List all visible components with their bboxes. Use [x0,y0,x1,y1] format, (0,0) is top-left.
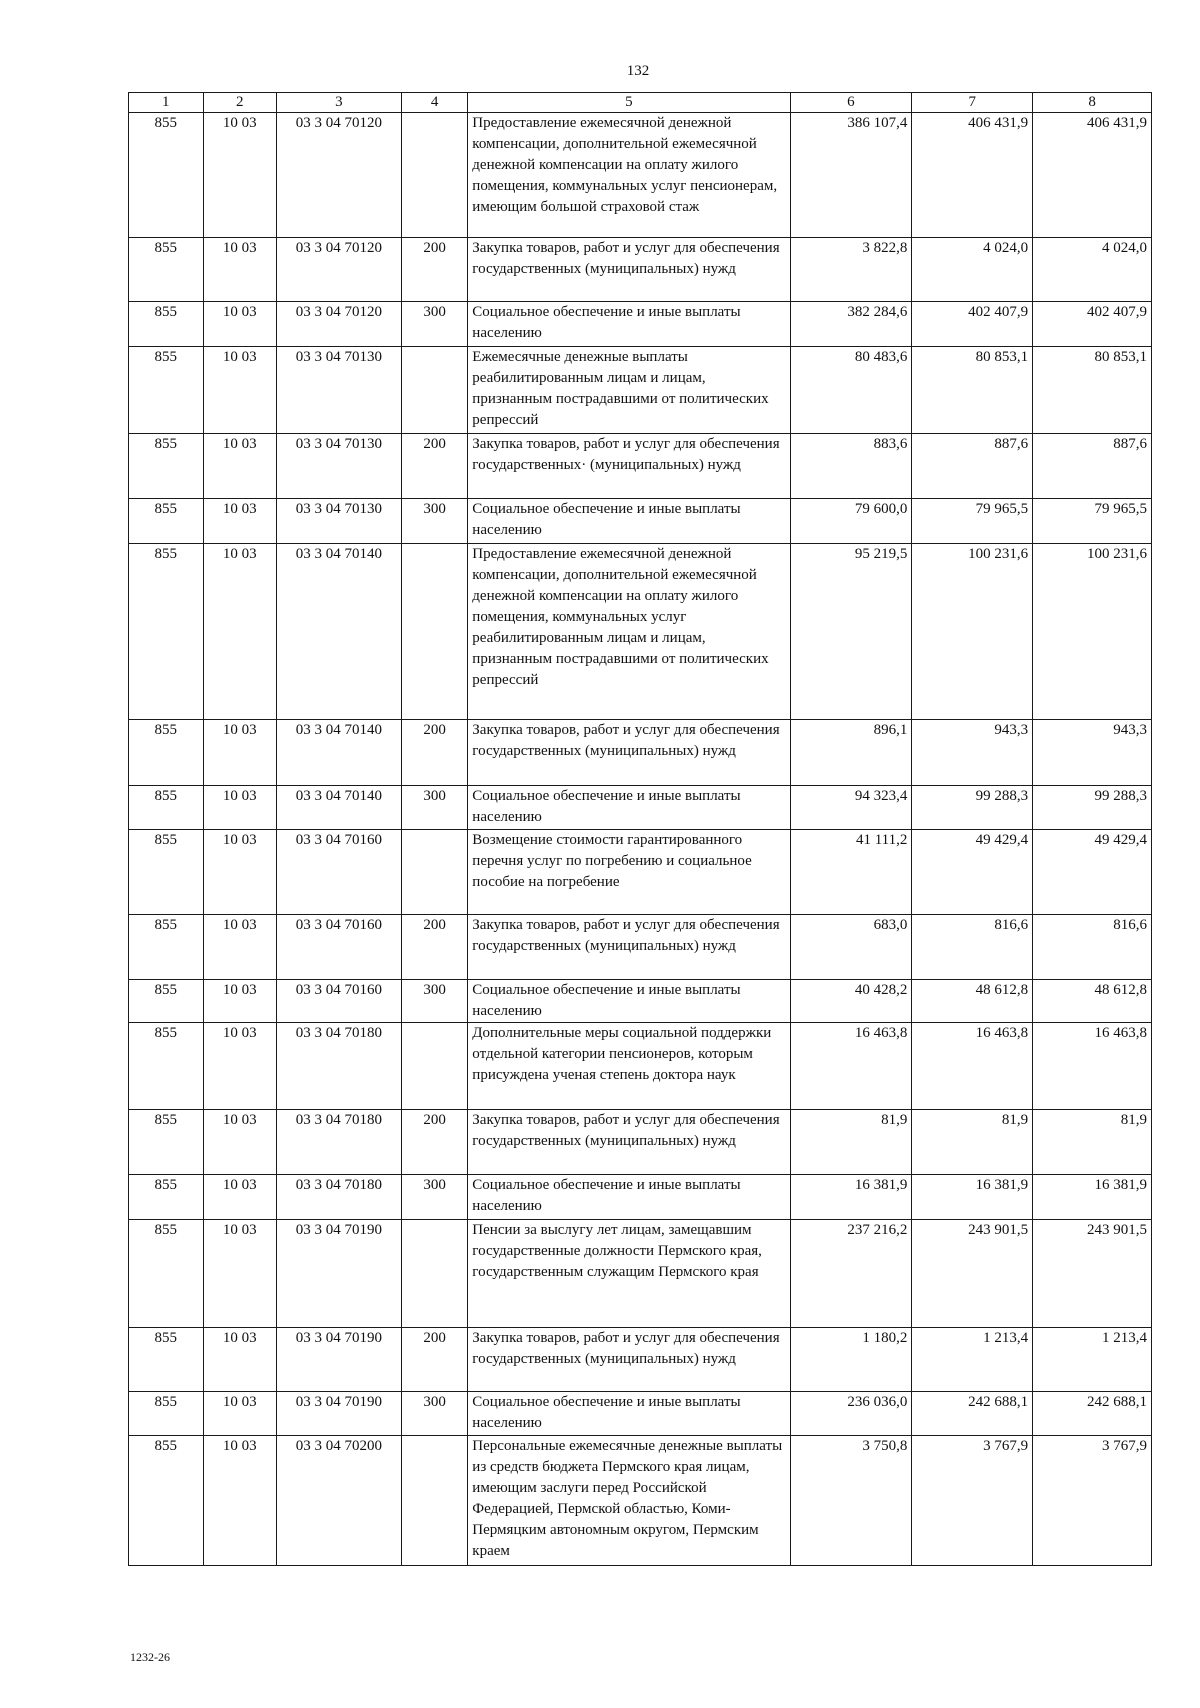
amount-cell: 40 428,2 [790,980,912,1023]
section-code-cell: 10 03 [203,1110,277,1175]
description-cell: Закупка товаров, работ и услуг для обеспечения государственных (муниципальных) нужд [468,238,790,302]
expense-type-cell: 300 [401,786,467,830]
admin-code-cell: 855 [129,1110,204,1175]
table-row [129,347,1152,434]
amount-cell: 49 429,4 [912,830,1033,915]
amount-cell: 16 381,9 [1033,1175,1152,1220]
admin-code-cell: 855 [129,347,204,434]
target-article-cell: 03 3 04 70140 [277,786,402,830]
table-row [129,434,1152,499]
amount-cell: 242 688,1 [1033,1392,1152,1436]
amount-cell: 80 853,1 [912,347,1033,434]
expense-type-cell [401,1220,467,1328]
amount-cell: 3 767,9 [1033,1436,1152,1566]
target-article-cell: 03 3 04 70130 [277,499,402,544]
amount-cell: 80 853,1 [1033,347,1152,434]
amount-cell: 242 688,1 [912,1392,1033,1436]
target-article-cell: 03 3 04 70200 [277,1436,402,1566]
expense-type-cell: 300 [401,499,467,544]
section-code-cell: 10 03 [203,347,277,434]
amount-cell: 816,6 [912,915,1033,980]
section-code-cell: 10 03 [203,1328,277,1392]
expense-type-cell [401,544,467,720]
table-row [129,786,1152,830]
admin-code-cell: 855 [129,434,204,499]
table-row [129,1175,1152,1220]
expense-type-cell: 200 [401,238,467,302]
table-row [129,302,1152,347]
section-code-cell: 10 03 [203,980,277,1023]
admin-code-cell: 855 [129,1436,204,1566]
budget-table [128,92,1152,1566]
table-row [129,544,1152,720]
amount-cell: 816,6 [1033,915,1152,980]
header-cell: 5 [468,93,790,113]
amount-cell: 883,6 [790,434,912,499]
expense-type-cell: 300 [401,980,467,1023]
amount-cell: 16 381,9 [912,1175,1033,1220]
table-row [129,113,1152,238]
amount-cell: 237 216,2 [790,1220,912,1328]
table-row [129,499,1152,544]
amount-cell: 243 901,5 [912,1220,1033,1328]
table-row [129,1392,1152,1436]
expense-type-cell: 200 [401,1110,467,1175]
table-row [129,830,1152,915]
header-cell: 3 [277,93,402,113]
section-code-cell: 10 03 [203,830,277,915]
amount-cell: 80 483,6 [790,347,912,434]
section-code-cell: 10 03 [203,720,277,786]
target-article-cell: 03 3 04 70180 [277,1175,402,1220]
amount-cell: 16 463,8 [790,1023,912,1110]
table-row [129,1110,1152,1175]
amount-cell: 99 288,3 [1033,786,1152,830]
amount-cell: 943,3 [1033,720,1152,786]
target-article-cell: 03 3 04 70140 [277,720,402,786]
section-code-cell: 10 03 [203,1023,277,1110]
amount-cell: 48 612,8 [912,980,1033,1023]
amount-cell: 16 381,9 [790,1175,912,1220]
amount-cell: 81,9 [790,1110,912,1175]
description-cell: Закупка товаров, работ и услуг для обеспечения государственных· (муниципальных) нужд [468,434,790,499]
admin-code-cell: 855 [129,544,204,720]
admin-code-cell: 855 [129,915,204,980]
table-row [129,1436,1152,1566]
amount-cell: 100 231,6 [912,544,1033,720]
section-code-cell: 10 03 [203,113,277,238]
section-code-cell: 10 03 [203,499,277,544]
target-article-cell: 03 3 04 70130 [277,434,402,499]
table-row [129,238,1152,302]
amount-cell: 79 965,5 [1033,499,1152,544]
amount-cell: 402 407,9 [912,302,1033,347]
section-code-cell: 10 03 [203,1392,277,1436]
amount-cell: 236 036,0 [790,1392,912,1436]
amount-cell: 16 463,8 [912,1023,1033,1110]
target-article-cell: 03 3 04 70160 [277,980,402,1023]
amount-cell: 99 288,3 [912,786,1033,830]
description-cell: Возмещение стоимости гарантированного перечня услуг по погребению и социальное пособие на погребение [468,830,790,915]
target-article-cell: 03 3 04 70120 [277,302,402,347]
target-article-cell: 03 3 04 70130 [277,347,402,434]
expense-type-cell [401,1023,467,1110]
section-code-cell: 10 03 [203,302,277,347]
amount-cell: 4 024,0 [912,238,1033,302]
description-cell: Социальное обеспечение и иные выплаты населению [468,786,790,830]
description-cell: Социальное обеспечение и иные выплаты населению [468,302,790,347]
amount-cell: 943,3 [912,720,1033,786]
section-code-cell: 10 03 [203,544,277,720]
table-body [129,113,1152,1566]
table-row [129,915,1152,980]
expense-type-cell [401,113,467,238]
amount-cell: 100 231,6 [1033,544,1152,720]
description-cell: Предоставление ежемесячной денежной компенсации, дополнительной ежемесячной денежной компенсации на оплату жилого помещения, коммунальных услуг реабилитированным лицам и лицам, признанным пострадавшими от политических репрессий [468,544,790,720]
admin-code-cell: 855 [129,1175,204,1220]
header-cell: 6 [790,93,912,113]
expense-type-cell: 300 [401,1175,467,1220]
amount-cell: 243 901,5 [1033,1220,1152,1328]
table-row [129,1220,1152,1328]
amount-cell: 887,6 [1033,434,1152,499]
target-article-cell: 03 3 04 70120 [277,113,402,238]
table-row [129,980,1152,1023]
amount-cell: 406 431,9 [1033,113,1152,238]
admin-code-cell: 855 [129,720,204,786]
description-cell: Пенсии за выслугу лет лицам, замещавшим государственные должности Пермского края, государственным служащим Пермского края [468,1220,790,1328]
amount-cell: 48 612,8 [1033,980,1152,1023]
amount-cell: 49 429,4 [1033,830,1152,915]
admin-code-cell: 855 [129,980,204,1023]
expense-type-cell: 200 [401,720,467,786]
amount-cell: 81,9 [912,1110,1033,1175]
description-cell: Закупка товаров, работ и услуг для обеспечения государственных (муниципальных) нужд [468,915,790,980]
admin-code-cell: 855 [129,113,204,238]
admin-code-cell: 855 [129,1328,204,1392]
amount-cell: 16 463,8 [1033,1023,1152,1110]
amount-cell: 406 431,9 [912,113,1033,238]
description-cell: Закупка товаров, работ и услуг для обеспечения государственных (муниципальных) нужд [468,720,790,786]
admin-code-cell: 855 [129,1392,204,1436]
target-article-cell: 03 3 04 70160 [277,915,402,980]
section-code-cell: 10 03 [203,1436,277,1566]
target-article-cell: 03 3 04 70180 [277,1023,402,1110]
admin-code-cell: 855 [129,238,204,302]
amount-cell: 3 822,8 [790,238,912,302]
amount-cell: 79 965,5 [912,499,1033,544]
amount-cell: 887,6 [912,434,1033,499]
expense-type-cell: 200 [401,915,467,980]
header-cell: 8 [1033,93,1152,113]
target-article-cell: 03 3 04 70160 [277,830,402,915]
table-row [129,1023,1152,1110]
amount-cell: 79 600,0 [790,499,912,544]
amount-cell: 1 213,4 [1033,1328,1152,1392]
amount-cell: 94 323,4 [790,786,912,830]
section-code-cell: 10 03 [203,1175,277,1220]
expense-type-cell: 200 [401,434,467,499]
amount-cell: 683,0 [790,915,912,980]
expense-type-cell: 300 [401,1392,467,1436]
description-cell: Закупка товаров, работ и услуг для обеспечения государственных (муниципальных) нужд [468,1328,790,1392]
admin-code-cell: 855 [129,830,204,915]
target-article-cell: 03 3 04 70120 [277,238,402,302]
header-cell: 2 [203,93,277,113]
amount-cell: 3 767,9 [912,1436,1033,1566]
amount-cell: 3 750,8 [790,1436,912,1566]
admin-code-cell: 855 [129,786,204,830]
header-cell: 1 [129,93,204,113]
amount-cell: 1 213,4 [912,1328,1033,1392]
admin-code-cell: 855 [129,302,204,347]
description-cell: Социальное обеспечение и иные выплаты населению [468,980,790,1023]
target-article-cell: 03 3 04 70190 [277,1220,402,1328]
amount-cell: 382 284,6 [790,302,912,347]
admin-code-cell: 855 [129,1023,204,1110]
target-article-cell: 03 3 04 70190 [277,1328,402,1392]
table-row [129,720,1152,786]
expense-type-cell: 300 [401,302,467,347]
section-code-cell: 10 03 [203,786,277,830]
footer-code: 1232-26 [130,1650,170,1664]
section-code-cell: 10 03 [203,915,277,980]
description-cell: Социальное обеспечение и иные выплаты населению [468,499,790,544]
header-row [129,93,1152,113]
page-number: 132 [626,63,650,79]
description-cell: Социальное обеспечение и иные выплаты населению [468,1175,790,1220]
expense-type-cell [401,830,467,915]
expense-type-cell: 200 [401,1328,467,1392]
description-cell: Закупка товаров, работ и услуг для обеспечения государственных (муниципальных) нужд [468,1110,790,1175]
section-code-cell: 10 03 [203,434,277,499]
header-cell: 4 [401,93,467,113]
target-article-cell: 03 3 04 70190 [277,1392,402,1436]
description-cell: Дополнительные меры социальной поддержки отдельной категории пенсионеров, которым присуждена ученая степень доктора наук [468,1023,790,1110]
expense-type-cell [401,1436,467,1566]
amount-cell: 402 407,9 [1033,302,1152,347]
amount-cell: 95 219,5 [790,544,912,720]
amount-cell: 386 107,4 [790,113,912,238]
admin-code-cell: 855 [129,499,204,544]
amount-cell: 896,1 [790,720,912,786]
target-article-cell: 03 3 04 70180 [277,1110,402,1175]
description-cell: Социальное обеспечение и иные выплаты населению [468,1392,790,1436]
header-cell: 7 [912,93,1033,113]
target-article-cell: 03 3 04 70140 [277,544,402,720]
amount-cell: 4 024,0 [1033,238,1152,302]
amount-cell: 81,9 [1033,1110,1152,1175]
amount-cell: 41 111,2 [790,830,912,915]
expense-type-cell [401,347,467,434]
admin-code-cell: 855 [129,1220,204,1328]
table-row [129,1328,1152,1392]
amount-cell: 1 180,2 [790,1328,912,1392]
description-cell: Ежемесячные денежные выплаты реабилитированным лицам и лицам, признанным пострадавшими от политических репрессий [468,347,790,434]
section-code-cell: 10 03 [203,238,277,302]
description-cell: Предоставление ежемесячной денежной компенсации, дополнительной ежемесячной денежной компенсации на оплату жилого помещения, коммунальных услуг пенсионерам, имеющим большой страховой стаж [468,113,790,238]
section-code-cell: 10 03 [203,1220,277,1328]
description-cell: Персональные ежемесячные денежные выплаты из средств бюджета Пермского края лицам, имеющим заслуги перед Российской Федерацией, Пермской областью, Коми-Пермяцким автономным округом, Пермским краем [468,1436,790,1566]
